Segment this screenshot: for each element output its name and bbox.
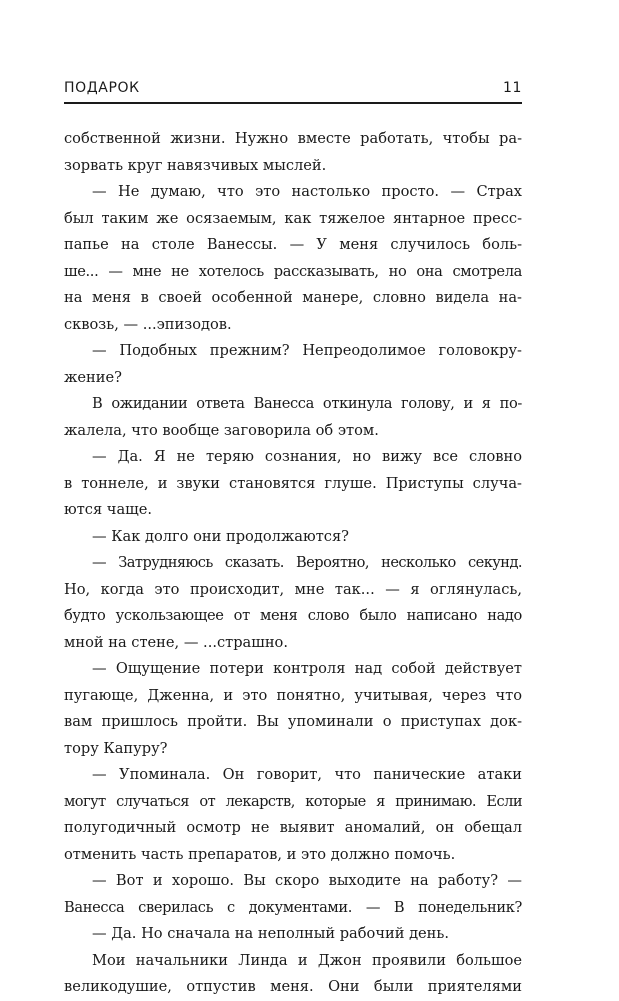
text-line: жение?	[64, 368, 122, 386]
running-title: ПОДАРОК	[64, 80, 140, 96]
text-line: — Подобных прежним? Непреодолимое головокру-	[92, 342, 522, 359]
text-line: — Упоминала. Он говорит, что панические атаки	[92, 766, 522, 783]
text-line: ше... — мне не хотелось рассказывать, но она смотрела	[64, 262, 522, 280]
text-line: — Да. Но сначала на неполный рабочий день.	[92, 925, 449, 942]
text-line: — Ощущение потери контроля над собой действует	[92, 660, 522, 677]
text-line: Мои начальники Линда и Джон проявили большое	[92, 951, 522, 969]
text-line: В ожидании ответа Ванесса откинула голову, и я по-	[92, 395, 522, 412]
text-line: в тоннеле, и звуки становятся глуше. Приступы случа-	[64, 474, 522, 492]
text-line: сквозь, — ...эпизодов.	[64, 315, 232, 333]
text-line: — Не думаю, что это настолько просто. — Страх	[92, 183, 522, 200]
text-line: могут случаться от лекарств, которые я принимаю. Если	[64, 792, 522, 810]
text-line: отменить часть препаратов, и это должно помочь.	[64, 845, 456, 863]
text-line: полугодичный осмотр не выявит аномалий, он обещал	[64, 819, 522, 836]
text-line: пугающе, Дженна, и это понятно, учитывая, через что	[64, 686, 522, 704]
text-line: ются чаще.	[64, 501, 152, 518]
text-line: Ванесса сверилась с документами. — В понедельник?	[64, 898, 522, 916]
text-line: — Как долго они продолжаются?	[92, 527, 349, 545]
text-line: тору Капуру?	[64, 739, 168, 757]
text-line: — Вот и хорошо. Вы скоро выходите на работу? —	[92, 872, 522, 889]
text-line: мной на стене, — ...страшно.	[64, 633, 288, 651]
text-line: — Затрудняюсь сказать. Вероятно, несколько секунд.	[92, 554, 522, 571]
body-text	[64, 126, 522, 1001]
text-line: был таким же осязаемым, как тяжелое янтарное пресс-	[64, 209, 522, 227]
page-number: 11	[502, 80, 522, 96]
text-line: зорвать круг навязчивых мыслей.	[64, 156, 327, 174]
text-line: великодушие, отпустив меня. Они были приятелями	[64, 978, 522, 995]
header-rule	[64, 102, 522, 104]
text-line: папье на столе Ванессы. — У меня случилось боль-	[64, 236, 522, 253]
text-line: на меня в своей особенной манере, словно видела на-	[64, 289, 522, 306]
running-header	[64, 80, 522, 102]
text-line: вам пришлось пройти. Вы упоминали о приступах док-	[64, 713, 522, 730]
text-line: жалела, что вообще заговорила об этом.	[64, 421, 379, 439]
text-line: собственной жизни. Нужно вместе работать, чтобы ра-	[64, 130, 522, 147]
text-line: — Да. Я не теряю сознания, но вижу все словно	[92, 448, 522, 465]
text-line: Но, когда это происходит, мне так... — я оглянулась,	[64, 580, 522, 598]
text-line: будто ускользающее от меня слово было написано надо	[64, 607, 522, 624]
